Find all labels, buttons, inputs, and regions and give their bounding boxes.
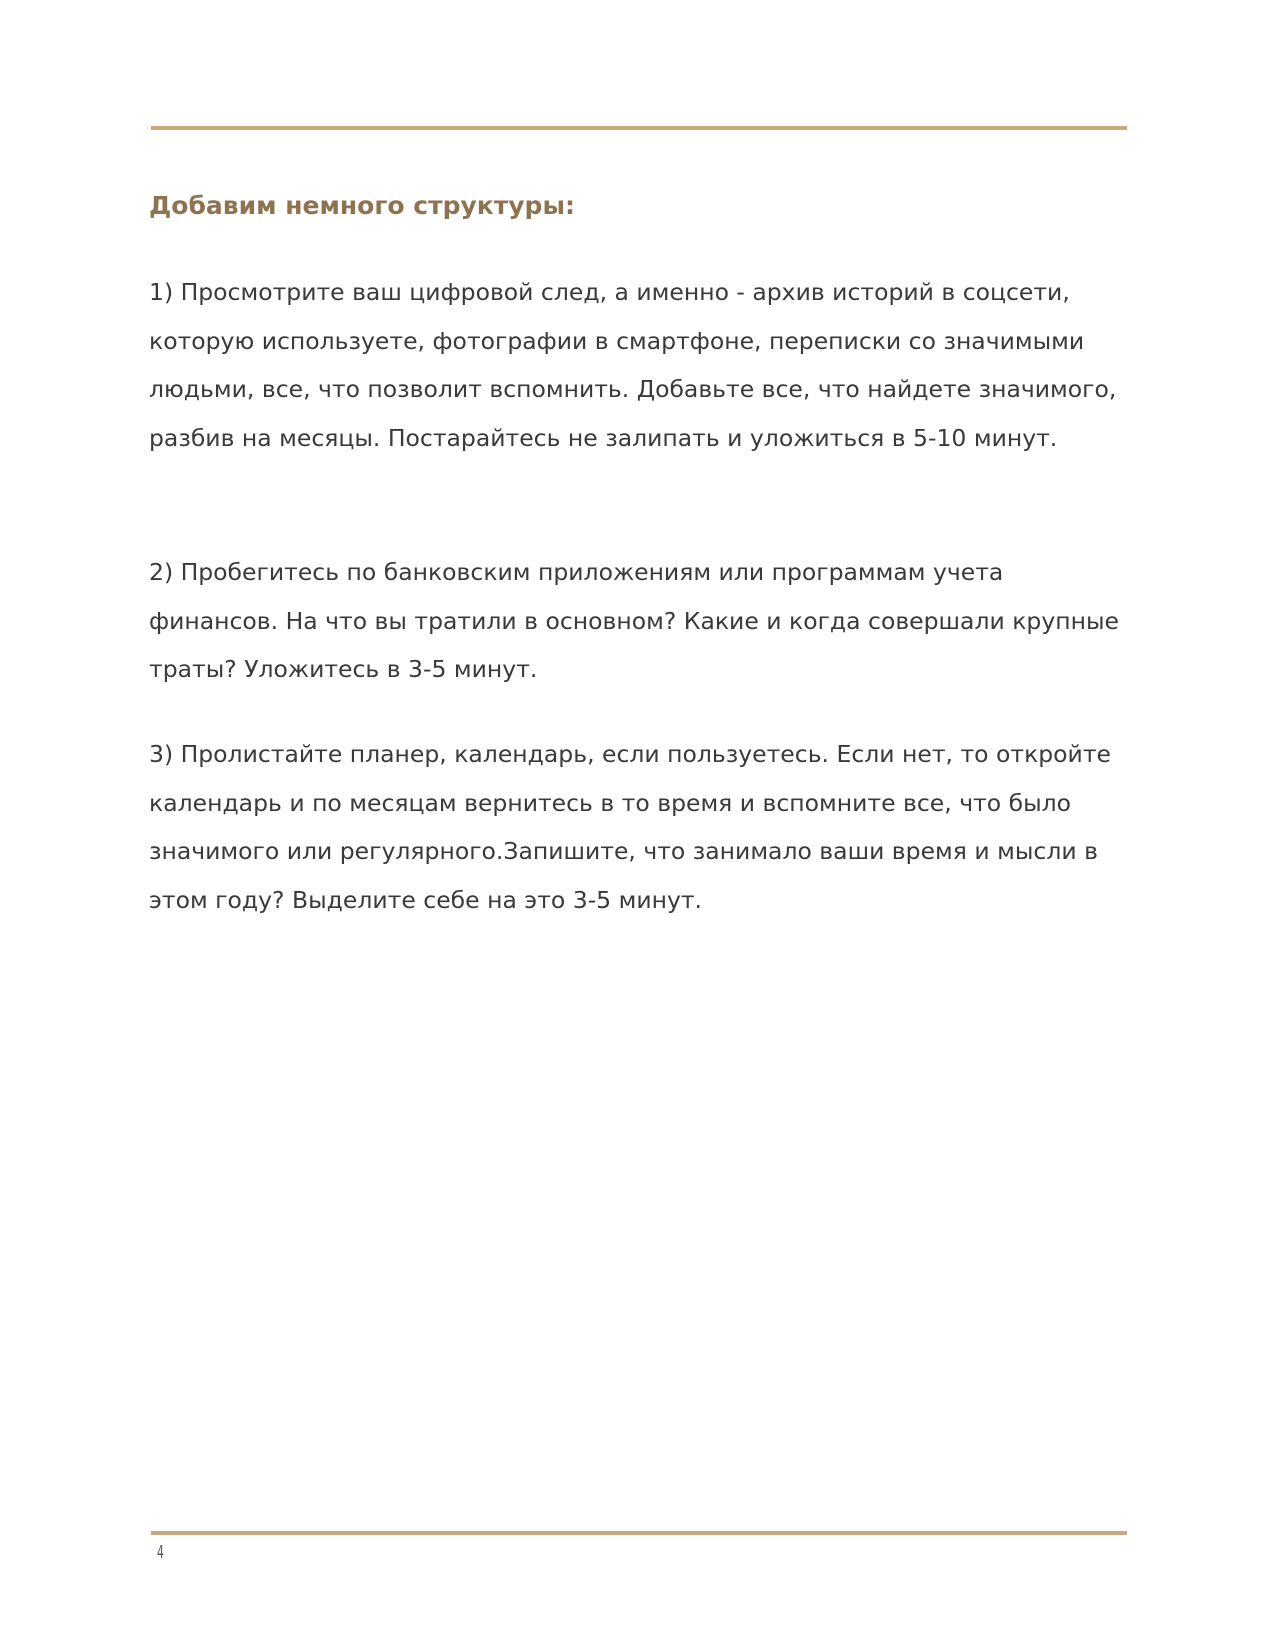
bottom-divider [151, 1531, 1127, 1535]
instruction-paragraph-1: 1) Просмотрите ваш цифровой след, а именно - архив историй в соцсети, которую используете, фотографии в смартфоне, переписки со значимыми людьми, все, что позволит вспомнить. Добавьте все, что найдете значимого, разбив на месяцы. Постарайтесь не залипать и уложиться в 5-10 минут. [149, 278, 1117, 452]
page-number: 4 [157, 1542, 164, 1563]
instruction-paragraph-3: 3) Пролистайте планер, календарь, если пользуетесь. Если нет, то откройте календарь и по месяцам вернитесь в то время и вспомните все, что было значимого или регулярного.Запишите, что занимало ваши время и мысли в этом году? Выделите себе на это 3-5 минут. [149, 740, 1111, 914]
instruction-paragraph-2: 2) Пробегитесь по банковским приложениям или программам учета финансов. На что вы тратили в основном? Какие и когда совершали крупные траты? Уложитесь в 3-5 минут. [149, 558, 1119, 683]
section-heading: Добавим немного структуры: [149, 191, 576, 220]
top-divider [151, 126, 1127, 130]
